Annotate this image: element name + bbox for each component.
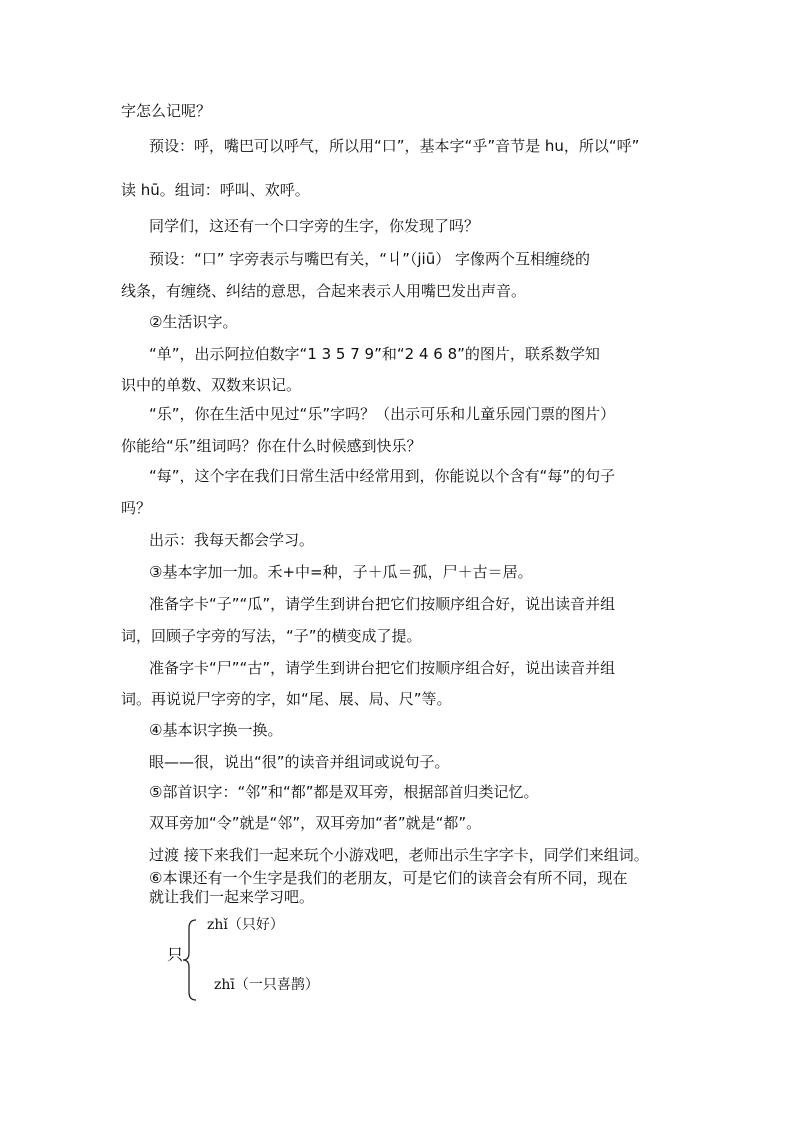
text-line: “乐”，你在生活中见过“乐”字吗？（出示可乐和儿童乐园门票的图片）	[149, 405, 616, 423]
text-line: 识中的单数、双数来识记。	[121, 376, 302, 394]
text-line: “单”，出示阿拉伯数字“1 3 5 7 9”和“2 4 6 8”的图片，联系数学知	[149, 345, 600, 363]
text-line: 同学们，这还有一个口字旁的生字，你发现了吗？	[149, 217, 480, 235]
text-line: ⑥本课还有一个生字是我们的老朋友，可是它们的读音会有所不同，现在	[149, 869, 628, 887]
text-line: ③基本字加一加。禾+中=种，子＋瓜＝孤，尸＋古＝居。	[149, 563, 533, 581]
text-line: 出示：我每天都会学习。	[149, 531, 315, 549]
text-line: “每”，这个字在我们日常生活中经常用到，你能说以个含有“每”的句子	[149, 467, 616, 485]
text-line: 词。再说说尸字旁的字，如“尾、展、局、尺”等。	[121, 690, 452, 708]
text-line: 预设：“口” 字旁表示与嘴巴有关，“丩”（jiū） 字像两个互相缠绕的	[149, 250, 590, 268]
polyphone-reading-2: zhī（一只喜鹊）	[214, 977, 319, 993]
text-line: 双耳旁加“令”就是“邻”，双耳旁加“者”就是“都”。	[149, 814, 482, 832]
text-line: 预设：呼，嘴巴可以呼气，所以用“口”，基本字“乎”音节是 hu，所以“呼”	[149, 137, 640, 155]
text-line: 线条，有缠绕、纠结的意思，合起来表示人用嘴巴发出声音。	[121, 282, 527, 300]
polyphone-char: 只	[167, 945, 184, 964]
text-line: ②生活识字。	[149, 313, 238, 331]
text-line: 过渡 接下来我们一起来玩个小游戏吧，老师出示生字字卡，同学们来组词。	[149, 846, 649, 864]
text-line: 词，回顾子字旁的写法，“子”的横变成了提。	[121, 627, 422, 645]
text-line: 吗？	[121, 499, 152, 517]
text-line: 眼——很，说出“很”的读音并组词或说句子。	[149, 753, 450, 771]
text-line: 读 hū。组词：呼叫、欢呼。	[121, 181, 310, 199]
polyphone-block	[150, 912, 450, 1002]
polyphone-reading-1: zhǐ（只好）	[207, 917, 284, 933]
curly-brace-icon	[182, 918, 198, 1002]
text-line: ④基本识字换一换。	[149, 721, 283, 739]
text-line: 准备字卡“尸”“古”，请学生到讲台把它们按顺序组合好，说出读音并组	[149, 659, 616, 677]
text-line: ⑤部首识字：“邻”和“都”都是双耳旁，根据部首归类记忆。	[149, 783, 539, 801]
text-line: 准备字卡“子”“瓜”，请学生到讲台把它们按顺序组合好，说出读音并组	[149, 595, 616, 613]
text-line: 字怎么记呢？	[121, 102, 212, 120]
text-line: 就让我们一起来学习吧。	[149, 888, 315, 906]
text-line: 你能给“乐”组词吗？你在什么时候感到快乐？	[121, 437, 422, 455]
